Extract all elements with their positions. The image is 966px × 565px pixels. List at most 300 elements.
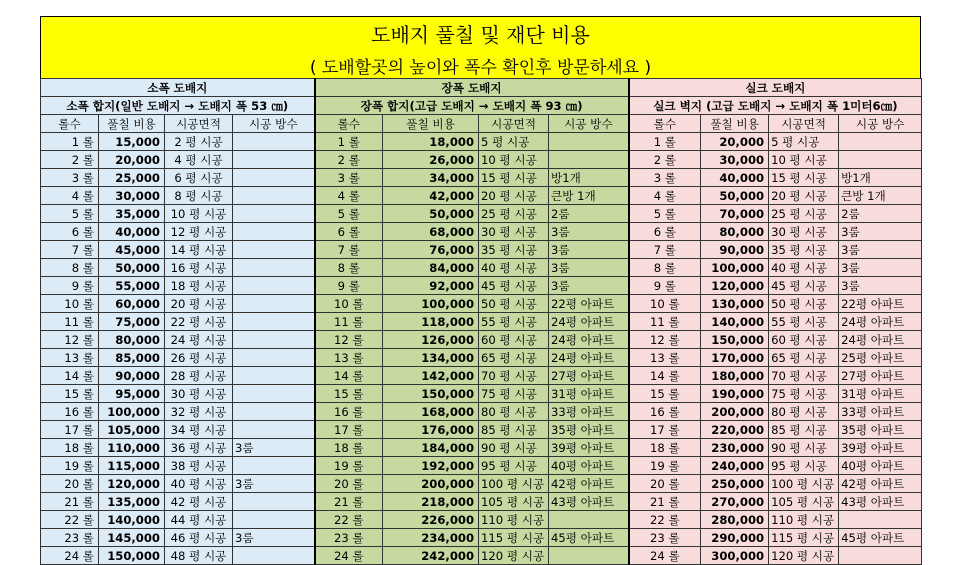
roll-count-cell: 15 롤 — [629, 385, 701, 403]
long-rooms-cell: 22평 아파트 — [549, 295, 629, 313]
roll-count-cell: 12 롤 — [629, 331, 701, 349]
silk-rooms-cell: 3룸 — [839, 241, 922, 259]
long-cost-cell: 142,000 — [383, 367, 479, 385]
silk-rooms-cell: 27평 아파트 — [839, 367, 922, 385]
silk-area-cell: 95 평 시공 — [769, 457, 839, 475]
roll-count-cell: 5 롤 — [629, 205, 701, 223]
table-row — [41, 403, 922, 421]
small-rooms-cell — [233, 133, 315, 151]
long-rooms-cell: 45평 아파트 — [549, 529, 629, 547]
small-area-cell: 20 평 시공 — [165, 295, 233, 313]
silk-cost-cell: 200,000 — [701, 403, 769, 421]
small-cost-cell: 40,000 — [99, 223, 165, 241]
small-rooms-cell — [233, 493, 315, 511]
roll-count-cell: 17 롤 — [315, 421, 383, 439]
small-cost-cell: 30,000 — [99, 187, 165, 205]
section-subheader-silk: 실크 벽지 (고급 도배지 → 도배지 폭 1미터6㎝) — [629, 97, 922, 115]
roll-count-cell: 12 롤 — [315, 331, 383, 349]
small-area-cell: 38 평 시공 — [165, 457, 233, 475]
small-area-cell: 24 평 시공 — [165, 331, 233, 349]
small-rooms-cell — [233, 277, 315, 295]
roll-count-cell: 1 롤 — [629, 133, 701, 151]
long-rooms-cell: 43평 아파트 — [549, 493, 629, 511]
small-area-cell: 28 평 시공 — [165, 367, 233, 385]
long-area-cell: 95 평 시공 — [479, 457, 549, 475]
silk-area-cell: 20 평 시공 — [769, 187, 839, 205]
small-area-cell: 42 평 시공 — [165, 493, 233, 511]
roll-count-cell: 14 롤 — [629, 367, 701, 385]
roll-count-cell: 11 롤 — [315, 313, 383, 331]
roll-count-cell: 4 롤 — [629, 187, 701, 205]
silk-rooms-cell — [839, 133, 922, 151]
column-header-rolls: 롤수 — [629, 115, 701, 133]
long-area-cell: 100 평 시공 — [479, 475, 549, 493]
long-rooms-cell: 24평 아파트 — [549, 349, 629, 367]
roll-count-cell: 8 롤 — [629, 259, 701, 277]
silk-area-cell: 35 평 시공 — [769, 241, 839, 259]
roll-count-cell: 23 롤 — [629, 529, 701, 547]
roll-count-cell: 1 롤 — [41, 133, 99, 151]
small-rooms-cell: 3룸 — [233, 529, 315, 547]
silk-cost-cell: 180,000 — [701, 367, 769, 385]
roll-count-cell: 4 롤 — [41, 187, 99, 205]
silk-area-cell: 45 평 시공 — [769, 277, 839, 295]
silk-rooms-cell: 22평 아파트 — [839, 295, 922, 313]
small-rooms-cell — [233, 403, 315, 421]
roll-count-cell: 19 롤 — [629, 457, 701, 475]
roll-count-cell: 16 롤 — [629, 403, 701, 421]
long-area-cell: 55 평 시공 — [479, 313, 549, 331]
roll-count-cell: 1 롤 — [315, 133, 383, 151]
roll-count-cell: 22 롤 — [41, 511, 99, 529]
silk-cost-cell: 20,000 — [701, 133, 769, 151]
roll-count-cell: 13 롤 — [315, 349, 383, 367]
small-cost-cell: 55,000 — [99, 277, 165, 295]
column-header-rooms: 시공 방수 — [549, 115, 629, 133]
roll-count-cell: 23 롤 — [41, 529, 99, 547]
long-rooms-cell: 방1개 — [549, 169, 629, 187]
roll-count-cell: 24 롤 — [315, 547, 383, 565]
long-rooms-cell — [549, 151, 629, 169]
silk-cost-cell: 250,000 — [701, 475, 769, 493]
table-row — [41, 331, 922, 349]
silk-rooms-cell: 2룸 — [839, 205, 922, 223]
roll-count-cell: 6 롤 — [315, 223, 383, 241]
small-cost-cell: 100,000 — [99, 403, 165, 421]
roll-count-cell: 6 롤 — [41, 223, 99, 241]
silk-rooms-cell — [839, 511, 922, 529]
roll-count-cell: 3 롤 — [629, 169, 701, 187]
section-header-long: 장폭 도배지 — [315, 79, 629, 97]
table-row — [41, 313, 922, 331]
roll-count-cell: 21 롤 — [41, 493, 99, 511]
table-row — [41, 295, 922, 313]
silk-area-cell: 5 평 시공 — [769, 133, 839, 151]
roll-count-cell: 21 롤 — [629, 493, 701, 511]
silk-rooms-cell: 3룸 — [839, 277, 922, 295]
small-area-cell: 16 평 시공 — [165, 259, 233, 277]
table-row — [41, 187, 922, 205]
table-row — [41, 133, 922, 151]
roll-count-cell: 5 롤 — [41, 205, 99, 223]
small-area-cell: 30 평 시공 — [165, 385, 233, 403]
silk-cost-cell: 90,000 — [701, 241, 769, 259]
silk-area-cell: 80 평 시공 — [769, 403, 839, 421]
roll-count-cell: 11 롤 — [41, 313, 99, 331]
long-area-cell: 40 평 시공 — [479, 259, 549, 277]
table-row — [41, 277, 922, 295]
roll-count-cell: 22 롤 — [315, 511, 383, 529]
roll-count-cell: 5 롤 — [315, 205, 383, 223]
column-header-area: 시공면적 — [479, 115, 549, 133]
silk-rooms-cell: 31평 아파트 — [839, 385, 922, 403]
table-row — [41, 529, 922, 547]
roll-count-cell: 8 롤 — [315, 259, 383, 277]
small-area-cell: 2 평 시공 — [165, 133, 233, 151]
silk-area-cell: 55 평 시공 — [769, 313, 839, 331]
long-area-cell: 115 평 시공 — [479, 529, 549, 547]
roll-count-cell: 7 롤 — [629, 241, 701, 259]
silk-rooms-cell: 45평 아파트 — [839, 529, 922, 547]
price-table — [40, 78, 922, 565]
long-cost-cell: 100,000 — [383, 295, 479, 313]
silk-cost-cell: 120,000 — [701, 277, 769, 295]
silk-rooms-cell: 24평 아파트 — [839, 313, 922, 331]
small-area-cell: 10 평 시공 — [165, 205, 233, 223]
small-rooms-cell — [233, 511, 315, 529]
long-area-cell: 90 평 시공 — [479, 439, 549, 457]
roll-count-cell: 9 롤 — [629, 277, 701, 295]
long-cost-cell: 200,000 — [383, 475, 479, 493]
small-cost-cell: 110,000 — [99, 439, 165, 457]
long-cost-cell: 42,000 — [383, 187, 479, 205]
long-area-cell: 105 평 시공 — [479, 493, 549, 511]
long-cost-cell: 76,000 — [383, 241, 479, 259]
column-header-rooms: 시공 방수 — [839, 115, 922, 133]
silk-cost-cell: 240,000 — [701, 457, 769, 475]
long-area-cell: 85 평 시공 — [479, 421, 549, 439]
long-cost-cell: 192,000 — [383, 457, 479, 475]
long-area-cell: 5 평 시공 — [479, 133, 549, 151]
long-area-cell: 110 평 시공 — [479, 511, 549, 529]
long-area-cell: 45 평 시공 — [479, 277, 549, 295]
small-rooms-cell — [233, 313, 315, 331]
small-area-cell: 14 평 시공 — [165, 241, 233, 259]
long-rooms-cell: 33평 아파트 — [549, 403, 629, 421]
small-cost-cell: 20,000 — [99, 151, 165, 169]
table-row — [41, 547, 922, 565]
silk-area-cell: 40 평 시공 — [769, 259, 839, 277]
table-row — [41, 205, 922, 223]
silk-rooms-cell: 35평 아파트 — [839, 421, 922, 439]
small-cost-cell: 75,000 — [99, 313, 165, 331]
silk-rooms-cell — [839, 547, 922, 565]
roll-count-cell: 20 롤 — [629, 475, 701, 493]
silk-cost-cell: 280,000 — [701, 511, 769, 529]
roll-count-cell: 15 롤 — [41, 385, 99, 403]
long-cost-cell: 34,000 — [383, 169, 479, 187]
column-header-area: 시공면적 — [769, 115, 839, 133]
roll-count-cell: 18 롤 — [315, 439, 383, 457]
silk-area-cell: 10 평 시공 — [769, 151, 839, 169]
roll-count-cell: 20 롤 — [41, 475, 99, 493]
silk-cost-cell: 30,000 — [701, 151, 769, 169]
small-rooms-cell — [233, 547, 315, 565]
long-area-cell: 50 평 시공 — [479, 295, 549, 313]
small-area-cell: 32 평 시공 — [165, 403, 233, 421]
small-rooms-cell — [233, 205, 315, 223]
small-rooms-cell — [233, 187, 315, 205]
silk-area-cell: 85 평 시공 — [769, 421, 839, 439]
table-row — [41, 439, 922, 457]
small-cost-cell: 85,000 — [99, 349, 165, 367]
small-rooms-cell — [233, 241, 315, 259]
section-header-silk: 실크 도배지 — [629, 79, 922, 97]
table-row — [41, 475, 922, 493]
silk-cost-cell: 50,000 — [701, 187, 769, 205]
table-row — [41, 421, 922, 439]
long-rooms-cell: 27평 아파트 — [549, 367, 629, 385]
silk-cost-cell: 80,000 — [701, 223, 769, 241]
long-cost-cell: 50,000 — [383, 205, 479, 223]
long-area-cell: 80 평 시공 — [479, 403, 549, 421]
silk-cost-cell: 170,000 — [701, 349, 769, 367]
silk-area-cell: 15 평 시공 — [769, 169, 839, 187]
long-rooms-cell: 3룸 — [549, 241, 629, 259]
small-cost-cell: 50,000 — [99, 259, 165, 277]
roll-count-cell: 13 롤 — [41, 349, 99, 367]
roll-count-cell: 10 롤 — [315, 295, 383, 313]
long-rooms-cell: 큰방 1개 — [549, 187, 629, 205]
long-rooms-cell: 3룸 — [549, 259, 629, 277]
roll-count-cell: 17 롤 — [629, 421, 701, 439]
silk-cost-cell: 270,000 — [701, 493, 769, 511]
small-cost-cell: 90,000 — [99, 367, 165, 385]
silk-rooms-cell: 3룸 — [839, 223, 922, 241]
small-cost-cell: 35,000 — [99, 205, 165, 223]
roll-count-cell: 14 롤 — [41, 367, 99, 385]
long-cost-cell: 134,000 — [383, 349, 479, 367]
small-rooms-cell: 3룸 — [233, 439, 315, 457]
small-cost-cell: 45,000 — [99, 241, 165, 259]
long-cost-cell: 226,000 — [383, 511, 479, 529]
small-area-cell: 26 평 시공 — [165, 349, 233, 367]
roll-count-cell: 21 롤 — [315, 493, 383, 511]
table-row — [41, 169, 922, 187]
table-row — [41, 151, 922, 169]
small-cost-cell: 140,000 — [99, 511, 165, 529]
long-rooms-cell — [549, 547, 629, 565]
column-header-rooms: 시공 방수 — [233, 115, 315, 133]
small-area-cell: 48 평 시공 — [165, 547, 233, 565]
roll-count-cell: 3 롤 — [41, 169, 99, 187]
roll-count-cell: 24 롤 — [41, 547, 99, 565]
long-cost-cell: 168,000 — [383, 403, 479, 421]
small-cost-cell: 135,000 — [99, 493, 165, 511]
long-area-cell: 25 평 시공 — [479, 205, 549, 223]
small-rooms-cell — [233, 295, 315, 313]
long-cost-cell: 84,000 — [383, 259, 479, 277]
long-rooms-cell: 24평 아파트 — [549, 313, 629, 331]
long-area-cell: 60 평 시공 — [479, 331, 549, 349]
silk-area-cell: 120 평 시공 — [769, 547, 839, 565]
section-subheader-long: 장폭 합지(고급 도배지 → 도배지 폭 93 ㎝) — [315, 97, 629, 115]
small-rooms-cell — [233, 367, 315, 385]
long-cost-cell: 92,000 — [383, 277, 479, 295]
long-rooms-cell: 40평 아파트 — [549, 457, 629, 475]
silk-area-cell: 65 평 시공 — [769, 349, 839, 367]
long-cost-cell: 118,000 — [383, 313, 479, 331]
silk-cost-cell: 290,000 — [701, 529, 769, 547]
roll-count-cell: 13 롤 — [629, 349, 701, 367]
roll-count-cell: 10 롤 — [41, 295, 99, 313]
long-area-cell: 65 평 시공 — [479, 349, 549, 367]
long-cost-cell: 126,000 — [383, 331, 479, 349]
small-rooms-cell — [233, 349, 315, 367]
silk-rooms-cell: 24평 아파트 — [839, 331, 922, 349]
small-cost-cell: 95,000 — [99, 385, 165, 403]
silk-rooms-cell: 39평 아파트 — [839, 439, 922, 457]
column-header-cost: 풀칠 비용 — [701, 115, 769, 133]
long-area-cell: 120 평 시공 — [479, 547, 549, 565]
small-area-cell: 36 평 시공 — [165, 439, 233, 457]
table-row — [41, 241, 922, 259]
silk-rooms-cell: 43평 아파트 — [839, 493, 922, 511]
roll-count-cell: 15 롤 — [315, 385, 383, 403]
small-area-cell: 6 평 시공 — [165, 169, 233, 187]
roll-count-cell: 2 롤 — [41, 151, 99, 169]
roll-count-cell: 10 롤 — [629, 295, 701, 313]
long-area-cell: 10 평 시공 — [479, 151, 549, 169]
small-area-cell: 40 평 시공 — [165, 475, 233, 493]
long-area-cell: 70 평 시공 — [479, 367, 549, 385]
section-header-small: 소폭 도배지 — [41, 79, 315, 97]
column-header-cost: 풀칠 비용 — [383, 115, 479, 133]
small-rooms-cell — [233, 331, 315, 349]
silk-cost-cell: 130,000 — [701, 295, 769, 313]
small-cost-cell: 25,000 — [99, 169, 165, 187]
small-rooms-cell: 3룸 — [233, 475, 315, 493]
small-rooms-cell — [233, 385, 315, 403]
long-area-cell: 20 평 시공 — [479, 187, 549, 205]
long-rooms-cell: 3룸 — [549, 277, 629, 295]
silk-rooms-cell: 33평 아파트 — [839, 403, 922, 421]
silk-cost-cell: 70,000 — [701, 205, 769, 223]
table-row — [41, 511, 922, 529]
silk-area-cell: 75 평 시공 — [769, 385, 839, 403]
small-rooms-cell — [233, 151, 315, 169]
small-rooms-cell — [233, 457, 315, 475]
roll-count-cell: 17 롤 — [41, 421, 99, 439]
long-rooms-cell — [549, 511, 629, 529]
silk-rooms-cell: 42평 아파트 — [839, 475, 922, 493]
long-cost-cell: 218,000 — [383, 493, 479, 511]
roll-count-cell: 23 롤 — [315, 529, 383, 547]
long-cost-cell: 234,000 — [383, 529, 479, 547]
long-rooms-cell: 31평 아파트 — [549, 385, 629, 403]
long-cost-cell: 242,000 — [383, 547, 479, 565]
price-sheet — [40, 16, 921, 565]
long-rooms-cell: 42평 아파트 — [549, 475, 629, 493]
small-area-cell: 46 평 시공 — [165, 529, 233, 547]
small-rooms-cell — [233, 223, 315, 241]
table-row — [41, 223, 922, 241]
roll-count-cell: 24 롤 — [629, 547, 701, 565]
page-title: 도배지 풀칠 및 재단 비용 — [371, 23, 590, 47]
silk-area-cell: 110 평 시공 — [769, 511, 839, 529]
small-area-cell: 8 평 시공 — [165, 187, 233, 205]
silk-rooms-cell: 25평 아파트 — [839, 349, 922, 367]
roll-count-cell: 2 롤 — [315, 151, 383, 169]
long-cost-cell: 26,000 — [383, 151, 479, 169]
long-rooms-cell: 3룸 — [549, 223, 629, 241]
silk-rooms-cell: 방1개 — [839, 169, 922, 187]
silk-rooms-cell: 40평 아파트 — [839, 457, 922, 475]
silk-cost-cell: 220,000 — [701, 421, 769, 439]
roll-count-cell: 4 롤 — [315, 187, 383, 205]
table-row — [41, 259, 922, 277]
silk-area-cell: 90 평 시공 — [769, 439, 839, 457]
long-rooms-cell: 24평 아파트 — [549, 331, 629, 349]
roll-count-cell: 7 롤 — [41, 241, 99, 259]
section-subheader-small: 소폭 합지(일반 도배지 → 도배지 폭 53 ㎝) — [41, 97, 315, 115]
silk-rooms-cell — [839, 151, 922, 169]
long-area-cell: 75 평 시공 — [479, 385, 549, 403]
silk-cost-cell: 40,000 — [701, 169, 769, 187]
small-cost-cell: 105,000 — [99, 421, 165, 439]
roll-count-cell: 11 롤 — [629, 313, 701, 331]
roll-count-cell: 20 롤 — [315, 475, 383, 493]
silk-area-cell: 105 평 시공 — [769, 493, 839, 511]
roll-count-cell: 22 롤 — [629, 511, 701, 529]
roll-count-cell: 9 롤 — [315, 277, 383, 295]
long-area-cell: 15 평 시공 — [479, 169, 549, 187]
roll-count-cell: 19 롤 — [315, 457, 383, 475]
roll-count-cell: 9 롤 — [41, 277, 99, 295]
small-cost-cell: 150,000 — [99, 547, 165, 565]
small-rooms-cell — [233, 421, 315, 439]
silk-area-cell: 30 평 시공 — [769, 223, 839, 241]
silk-cost-cell: 190,000 — [701, 385, 769, 403]
small-area-cell: 44 평 시공 — [165, 511, 233, 529]
silk-area-cell: 115 평 시공 — [769, 529, 839, 547]
roll-count-cell: 3 롤 — [315, 169, 383, 187]
column-header-area: 시공면적 — [165, 115, 233, 133]
small-cost-cell: 15,000 — [99, 133, 165, 151]
page-subtitle: ( 도배할곳의 높이와 폭수 확인후 방문하세요 ) — [309, 58, 652, 78]
silk-area-cell: 50 평 시공 — [769, 295, 839, 313]
small-cost-cell: 80,000 — [99, 331, 165, 349]
silk-cost-cell: 150,000 — [701, 331, 769, 349]
small-area-cell: 22 평 시공 — [165, 313, 233, 331]
roll-count-cell: 7 롤 — [315, 241, 383, 259]
small-rooms-cell — [233, 169, 315, 187]
small-rooms-cell — [233, 259, 315, 277]
small-area-cell: 4 평 시공 — [165, 151, 233, 169]
roll-count-cell: 18 롤 — [629, 439, 701, 457]
title-banner — [40, 16, 921, 78]
table-row — [41, 385, 922, 403]
small-area-cell: 34 평 시공 — [165, 421, 233, 439]
long-area-cell: 35 평 시공 — [479, 241, 549, 259]
silk-rooms-cell: 큰방 1개 — [839, 187, 922, 205]
long-cost-cell: 176,000 — [383, 421, 479, 439]
small-cost-cell: 120,000 — [99, 475, 165, 493]
table-row — [41, 457, 922, 475]
silk-cost-cell: 140,000 — [701, 313, 769, 331]
roll-count-cell: 8 롤 — [41, 259, 99, 277]
silk-area-cell: 25 평 시공 — [769, 205, 839, 223]
